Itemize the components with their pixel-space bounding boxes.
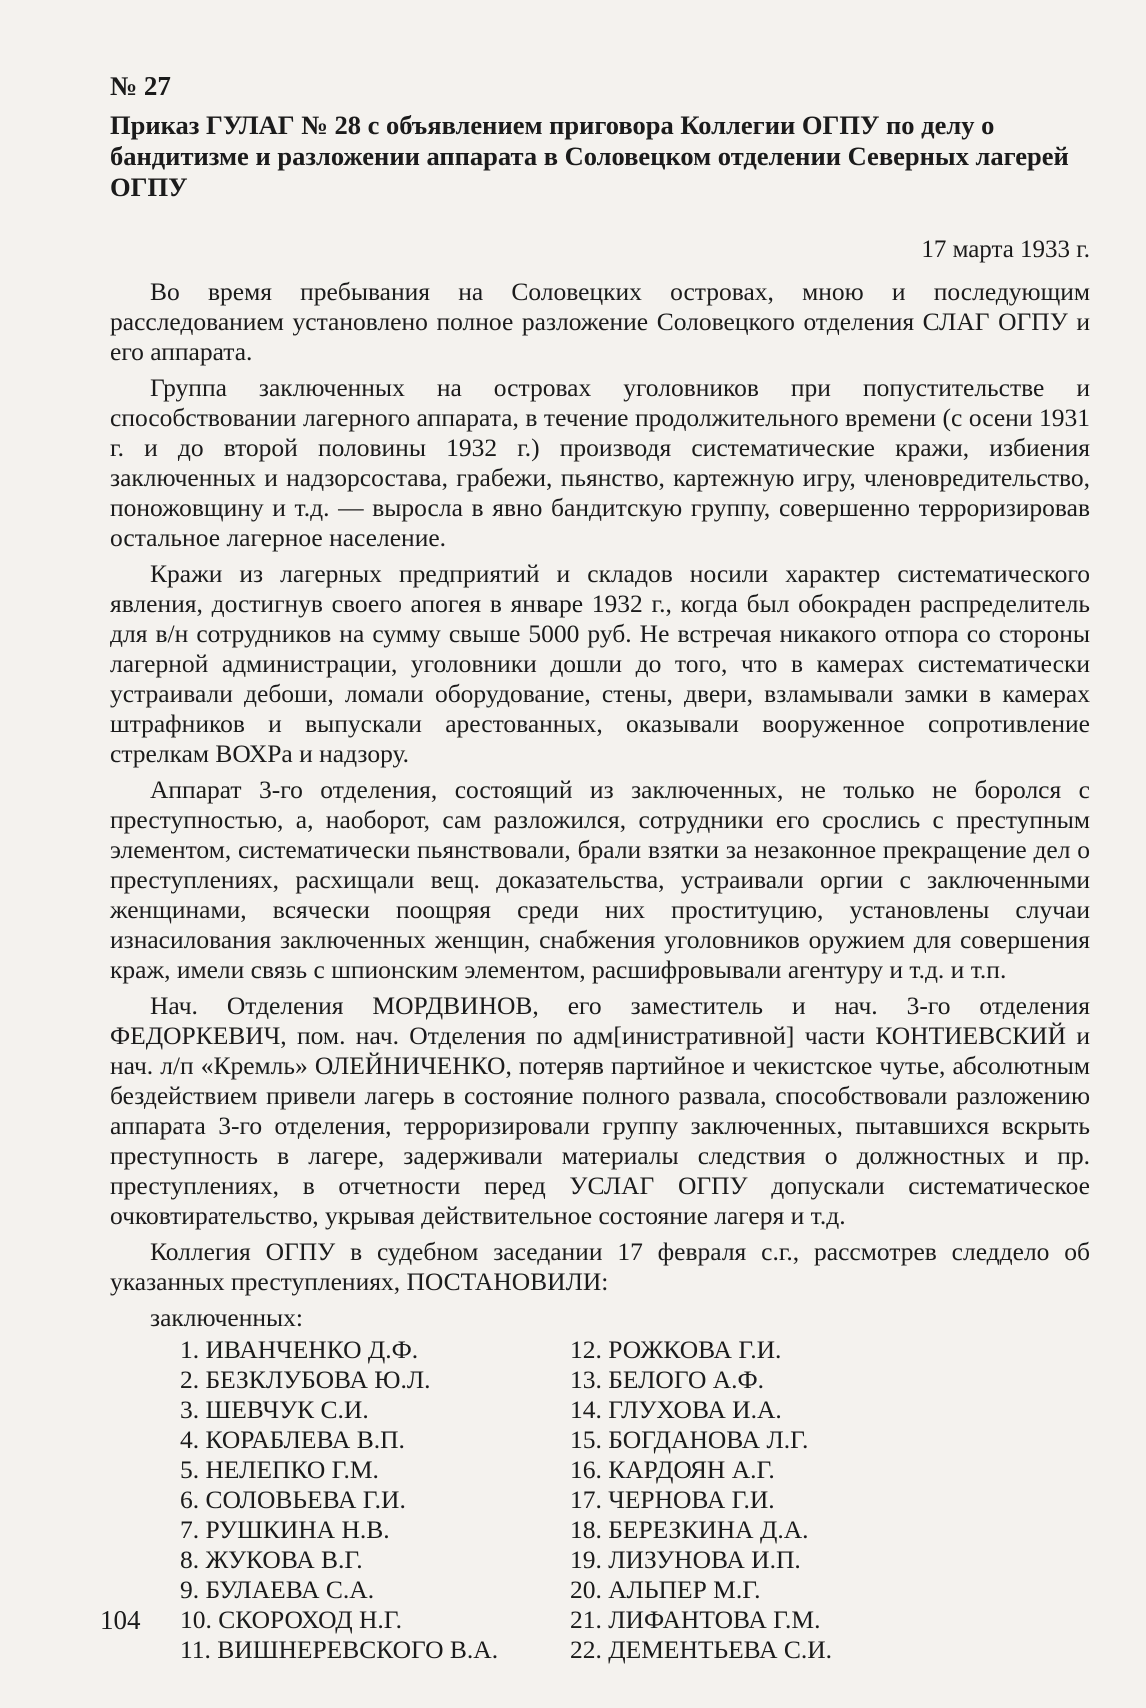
list-item: 17. ЧЕРНОВА Г.И. [570,1485,775,1514]
paragraph: Нач. Отделения МОРДВИНОВ, его заместитель и нач. 3-го отделения ФЕДОРКЕВИЧ, пом. нач. Отделения по адм[инистративной] части КОНТИЕВСКИЙ и нач. л/п «Кремль» ОЛЕЙНИЧЕНКО, потеряв партийное и чекистское чутье, абсолютным бездействием привели лагерь в состояние полного развала, способствовали разложению аппарата 3-го отделения, терроризировали группу заключенных, пытавшихся вскрыть преступность в лагере, задерживали материалы следствия о должностных и пр. преступлениях, в отчетности перед УСЛАГ ОГПУ допускали систематическое очковтирательство, укрывая действительное состояние лагеря и т.д. [110,991,1090,1230]
list-item: 16. КАРДОЯН А.Г. [570,1455,775,1484]
list-item: 2. БЕЗКЛУБОВА Ю.Л. [180,1365,431,1394]
list-item: 3. ШЕВЧУК С.И. [180,1395,369,1424]
list-intro: заключенных: [150,1303,303,1332]
document-page [110,70,1090,1665]
document-title: Приказ ГУЛАГ № 28 с объявлением приговора Коллегии ОГПУ по делу о бандитизме и разложении аппарата в Соловецком отделении Северных лагерей ОГПУ [110,110,1069,202]
paragraph: Группа заключенных на островах уголовников при попустительстве и способствовании лагерного аппарата, в течение продолжительного времени (с осени 1931 г. и до второй половины 1932 г.) производя систематические кражи, избиения заключенных и надзорсостава, грабежи, пьянство, картежную игру, членовредительство, поножовщину и т.д. — выросла в явно бандитскую группу, совершенно терроризировав остальное лагерное население. [110,373,1090,552]
list-item: 13. БЕЛОГО А.Ф. [570,1365,765,1394]
list-item: 9. БУЛАЕВА С.А. [180,1575,375,1604]
paragraph: Кражи из лагерных предприятий и складов носили характер систематического явления, достигнув своего апогея в январе 1932 г., когда был обокраден распределитель для в/н сотрудников на сумму свыше 5000 руб. Не встречая никакого отпора со стороны лагерной администрации, уголовники дошли до того, что в камерах систематически устраивали дебоши, ломали оборудование, стены, двери, взламывали замки в камерах штрафников и выпускали арестованных, оказывали вооруженное сопротивление стрелкам ВОХРа и надзору. [110,559,1090,768]
list-item: 22. ДЕМЕНТЬЕВА С.И. [570,1635,833,1664]
list-item: 8. ЖУКОВА В.Г. [180,1545,363,1574]
paragraph: Коллегия ОГПУ в судебном заседании 17 февраля с.г., рассмотрев следдело об указанных преступлениях, ПОСТАНОВИЛИ: [110,1237,1090,1296]
page-number: 104 [100,1605,141,1635]
list-item: 14. ГЛУХОВА И.А. [570,1395,782,1424]
list-item: 11. ВИШНЕРЕВСКОГО В.А. [180,1635,499,1664]
list-item: 19. ЛИЗУНОВА И.П. [570,1545,801,1574]
list-item: 1. ИВАНЧЕНКО Д.Ф. [180,1335,419,1364]
list-item: 18. БЕРЕЗКИНА Д.А. [570,1515,809,1544]
list-item: 20. АЛЬПЕР М.Г. [570,1575,761,1604]
list-item: 15. БОГДАНОВА Л.Г. [570,1425,809,1454]
document-date: 17 марта 1933 г. [921,236,1090,263]
list-item: 5. НЕЛЕПКО Г.М. [180,1455,379,1484]
list-item: 7. РУШКИНА Н.В. [180,1515,390,1544]
document-number: № 27 [110,71,171,101]
list-item: 4. КОРАБЛЕВА В.П. [180,1425,405,1454]
list-item: 12. РОЖКОВА Г.И. [570,1335,782,1364]
list-item: 6. СОЛОВЬЕВА Г.И. [180,1485,406,1514]
list-item: 10. СКОРОХОД Н.Г. [180,1605,403,1634]
list-item: 21. ЛИФАНТОВА Г.М. [570,1605,821,1634]
paragraph: Аппарат 3-го отделения, состоящий из заключенных, не только не боролся с преступностью, а, наоборот, сам разложился, сотрудники его срослись с преступным элементом, систематически пьянствовали, брали взятки за незаконное прекращение дел о преступлениях, расхищали вещ. доказательства, устраивали оргии с заключенными женщинами, всячески поощряя среди них проституцию, установлены случаи изнасилования заключенных женщин, снабжения уголовников оружием для совершения краж, имели связь с шпионским элементом, расшифровывали агентуру и т.д. и т.п. [110,775,1090,984]
paragraph: Во время пребывания на Соловецких островах, мною и последующим расследованием установлено полное разложение Соловецкого отделения СЛАГ ОГПУ и его аппарата. [110,277,1090,366]
names-list [180,1335,1090,1665]
